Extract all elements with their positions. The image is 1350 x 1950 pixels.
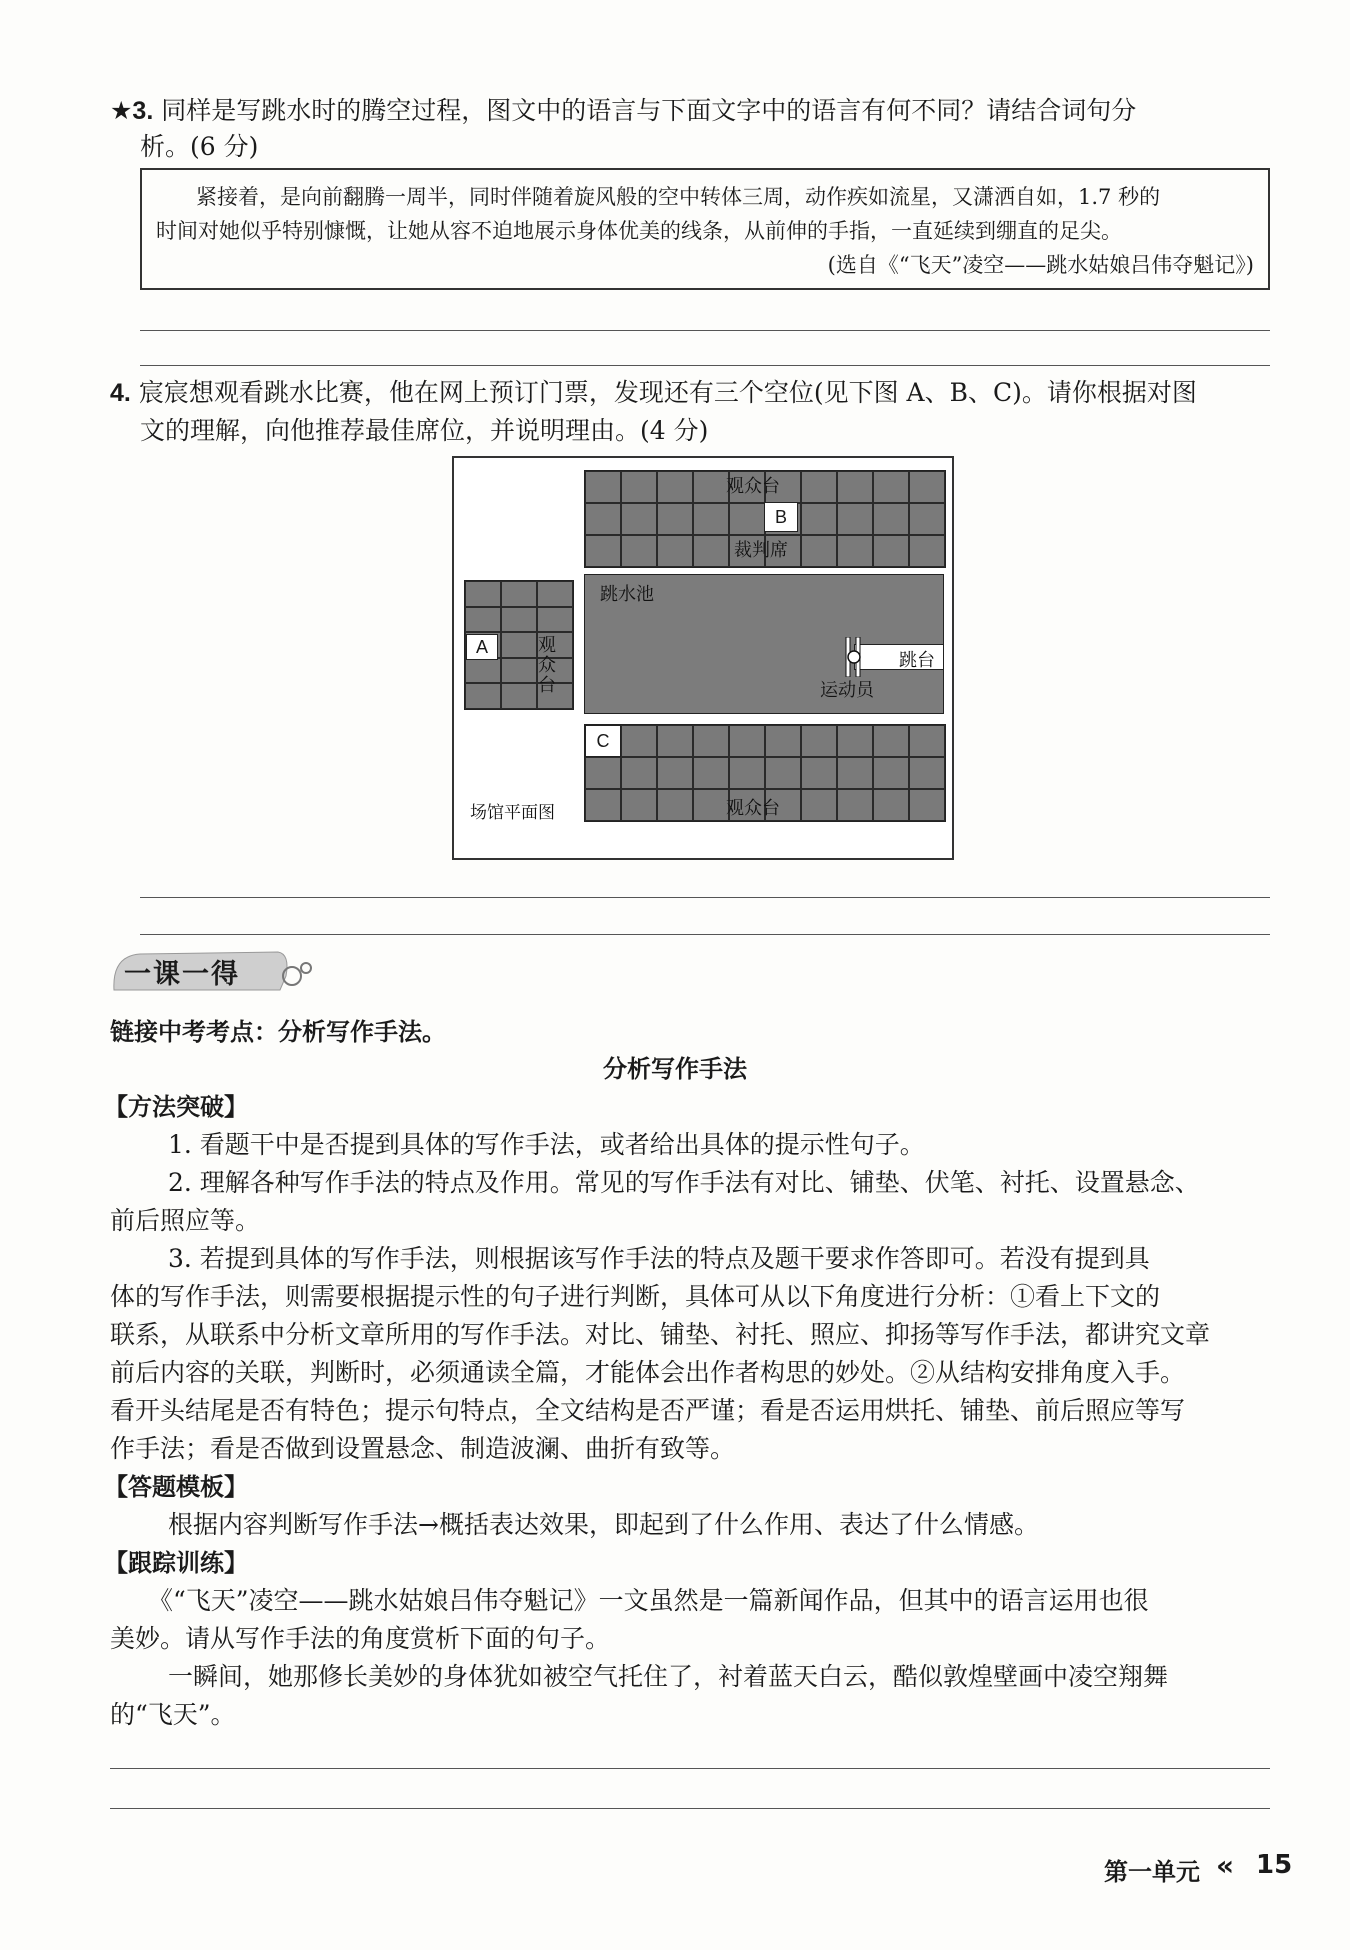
seat-c[interactable]: C — [585, 725, 621, 757]
quote-source: (选自《“飞天”凌空——跳水姑娘吕伟夺魁记》) — [827, 253, 1254, 277]
track-heading: 【跟踪训练】 — [104, 1549, 248, 1577]
answer-line[interactable] — [140, 897, 1270, 898]
track-2: 美妙。请从写作手法的角度赏析下面的句子。 — [110, 1624, 611, 1653]
q4-number: 4. — [110, 379, 131, 407]
answer-line[interactable] — [140, 330, 1270, 331]
quote-box — [140, 168, 1270, 290]
method-3c: 联系，从联系中分析文章所用的写作手法。对比、铺垫、衬托、照应、抑扬等写作手法，都讲究文章 — [110, 1320, 1211, 1349]
method-heading: 【方法突破】 — [104, 1093, 248, 1121]
link-line: 链接中考考点：分析写作手法。 — [110, 1018, 446, 1046]
judges-label: 裁判席 — [734, 540, 788, 561]
method-3f: 作手法；看是否做到设置悬念、制造波澜、曲折有致等。 — [110, 1434, 736, 1463]
track-3: 一瞬间，她那修长美妙的身体犹如被空气托住了，衬着蓝天白云，酷似敦煌壁画中凌空翔舞 — [168, 1662, 1169, 1691]
q3-line2: 析。(6 分) — [140, 132, 259, 161]
template-text: 根据内容判断写作手法→概括表达效果，即起到了什么作用、表达了什么情感。 — [168, 1510, 1039, 1539]
left-stand-label: 观众台 — [538, 635, 556, 696]
quote-line-1: 紧接着，是向前翻腾一周半，同时伴随着旋风般的空中转体三周，动作疾如流星，又潇洒自如，1.7 秒的 — [196, 185, 1161, 209]
method-3e: 看开头结尾是否有特色；提示句特点，全文结构是否严谨；看是否运用烘托、铺垫、前后照应等写 — [110, 1396, 1186, 1425]
method-2a: 2. 理解各种写作手法的特点及作用。常见的写作手法有对比、铺垫、伏笔、衬托、设置悬念、 — [168, 1168, 1200, 1197]
double-chevron-icon: « — [1216, 1849, 1235, 1882]
q4-text-1: 宸宸想观看跳水比赛，他在网上预订门票，发现还有三个空位(见下图 A、B、C)。请你根据对图 — [138, 378, 1197, 407]
method-3b: 体的写作手法，则需要根据提示性的句子进行判断，具体可从以下角度进行分析：①看上下文的 — [110, 1282, 1161, 1311]
quote-line-2: 时间对她似乎特别慷慨，让她从容不迫地展示身体优美的线条，从前伸的手指，一直延续到绷直的足尖。 — [156, 219, 1122, 243]
seat-b[interactable]: B — [764, 502, 798, 532]
banner-text: 一课一得 — [124, 959, 240, 990]
athlete-icon — [843, 637, 865, 677]
answer-line[interactable] — [110, 1808, 1270, 1809]
top-stand-label: 观众台 — [726, 476, 780, 497]
q4-line1 — [110, 374, 1290, 412]
plan-title: 场馆平面图 — [470, 803, 555, 823]
answer-line[interactable] — [140, 934, 1270, 935]
platform-label: 跳台 — [899, 650, 935, 671]
answer-line[interactable] — [110, 1768, 1270, 1769]
template-heading: 【答题模板】 — [104, 1473, 248, 1501]
answer-line[interactable] — [140, 365, 1270, 366]
q3-line1 — [110, 92, 1290, 130]
method-3d: 前后内容的关联，判断时，必须通读全篇，才能体会出作者构思的妙处。②从结构安排角度入手。 — [110, 1358, 1186, 1387]
footer-unit: 第一单元 — [1104, 1858, 1200, 1886]
page-number: 15 — [1256, 1850, 1293, 1880]
center-title: 分析写作手法 — [603, 1055, 747, 1083]
bottom-stand-label: 观众台 — [726, 798, 780, 819]
pool-label: 跳水池 — [600, 584, 654, 605]
venue-plan — [452, 456, 954, 860]
q3-text-1: 同样是写跳水时的腾空过程，图文中的语言与下面文字中的语言有何不同？请结合词句分 — [161, 96, 1137, 125]
q3-number: 3. — [132, 97, 154, 125]
method-2b: 前后照应等。 — [110, 1206, 261, 1235]
seat-a[interactable]: A — [466, 634, 498, 660]
track-4: 的“飞天”。 — [110, 1700, 236, 1729]
track-1: 《“飞天”凌空——跳水姑娘吕伟夺魁记》一文虽然是一篇新闻作品，但其中的语言运用也很 — [148, 1586, 1149, 1615]
star-icon: ★ — [110, 96, 133, 125]
method-1: 1. 看题干中是否提到具体的写作手法，或者给出具体的提示性句子。 — [168, 1130, 925, 1159]
athlete-label: 运动员 — [820, 680, 874, 701]
q4-line2: 文的理解，向他推荐最佳席位，并说明理由。(4 分) — [140, 416, 709, 445]
method-3a: 3. 若提到具体的写作手法，则根据该写作手法的特点及题干要求作答即可。若没有提到具 — [168, 1244, 1150, 1273]
